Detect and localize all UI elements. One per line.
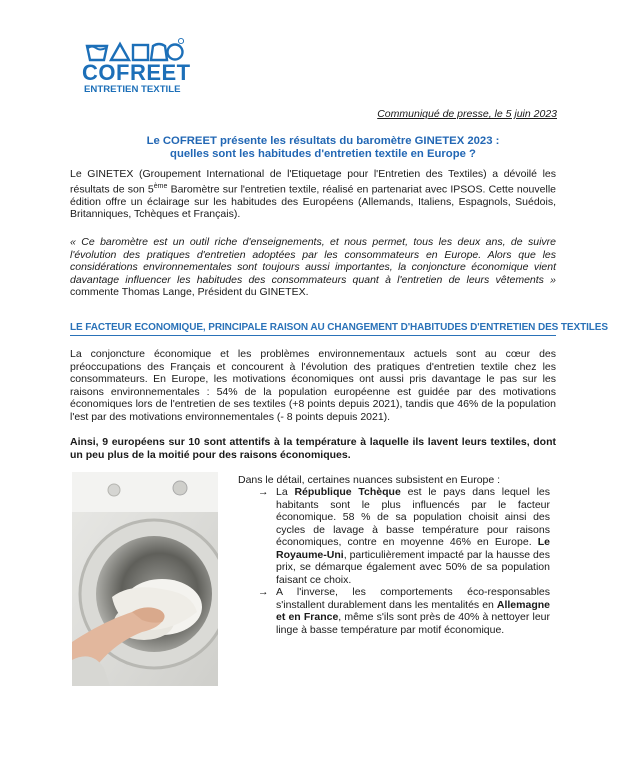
quote-text: « Ce baromètre est un outil riche d'enseignements, et nous permet, tous les deux ans, de suivre l'évolution des pratiques d'entretien adoptées par les consommateurs en Europe. Alors que les considérations environnementales sont toujours aussi importantes, la conjoncture économique vient davantage influencer les habitudes des consommateurs quant à l'entretien de leurs vêtements » <box>70 236 556 286</box>
logo-name: COFREET <box>82 60 191 85</box>
logo-subtitle: ENTRETIEN TEXTILE <box>84 84 181 95</box>
intro-paragraph: Le GINETEX (Groupement International de l'Etiquetage pour l'Entretien des Textiles) a dévoilé les résultats de son 5ème Baromètre sur l'entretien textile, réalisé en partenariat avec IPSOS. Cette nouvelle édition offre un éclairage sur les habitudes des Européens (Allemands, Italiens, Espagnols, Suédois, Britanniques, Tchèques et Français). <box>70 168 556 221</box>
washing-machine-photo <box>72 472 218 686</box>
quote-attribution: commente Thomas Lange, Président du GINETEX. <box>70 286 309 299</box>
bullet-list <box>258 486 550 636</box>
section-heading: LE FACTEUR ECONOMIQUE, PRINCIPALE RAISON AU CHANGEMENT D'HABITUDES D'ENTRETIEN DES TEXTILES <box>70 322 556 336</box>
list-item: → A l'inverse, les comportements éco-responsables s'installent durablement dans les mentalités en Allemagne et en France, même s'ils sont près de 40% à nettoyer leur linge à basse température par motif économique. <box>258 586 550 636</box>
list-item: → La République Tchèque est le pays dans lequel les habitants sont le plus influencés par le facteur économique. 58 % de sa population choisit ainsi des cycles de lavage à basse température pour raisons économiques, contre en moyenne 46% en Europe. Le Royaume-Uni, particulièrement impacté par la hausse des prix, se démarque également avec 50% de sa population faisant ce choix. <box>258 486 550 586</box>
document-title-line-2: quelles sont les habitudes d'entretien textile en Europe ? <box>170 148 476 160</box>
quote-paragraph <box>70 236 556 299</box>
laundry-symbols-icon <box>84 36 184 62</box>
detail-intro: Dans le détail, certaines nuances subsistent en Europe : <box>238 474 501 486</box>
highlight-paragraph: Ainsi, 9 européens sur 10 sont attentifs à la température à laquelle ils lavent leurs textiles, dont un peu plus de la moitié pour des raisons économiques. <box>70 436 556 461</box>
document-title-line-1: Le COFREET présente les résultats du baromètre GINETEX 2023 : <box>146 135 500 147</box>
arrow-icon: → <box>258 586 269 598</box>
cofreet-logo <box>82 36 192 102</box>
press-release-date: Communiqué de presse, le 5 juin 2023 <box>377 108 557 120</box>
economic-paragraph: La conjoncture économique et les problèmes environnementaux actuels sont au cœur des préoccupations des Français et concourent à l'évolution des pratiques d'entretien textile chez les consommateurs. En Europe, les motivations économiques ont aussi pris davantage le pas sur les raisons environnementales : 54% de la population européenne est guidée par des motivations économiques lors de l'entretien de ses textiles (+8 points depuis 2021), tandis que 46% de la population l'est par des motivations environnementales (- 8 points depuis 2021). <box>70 348 556 423</box>
arrow-icon: → <box>258 486 269 498</box>
